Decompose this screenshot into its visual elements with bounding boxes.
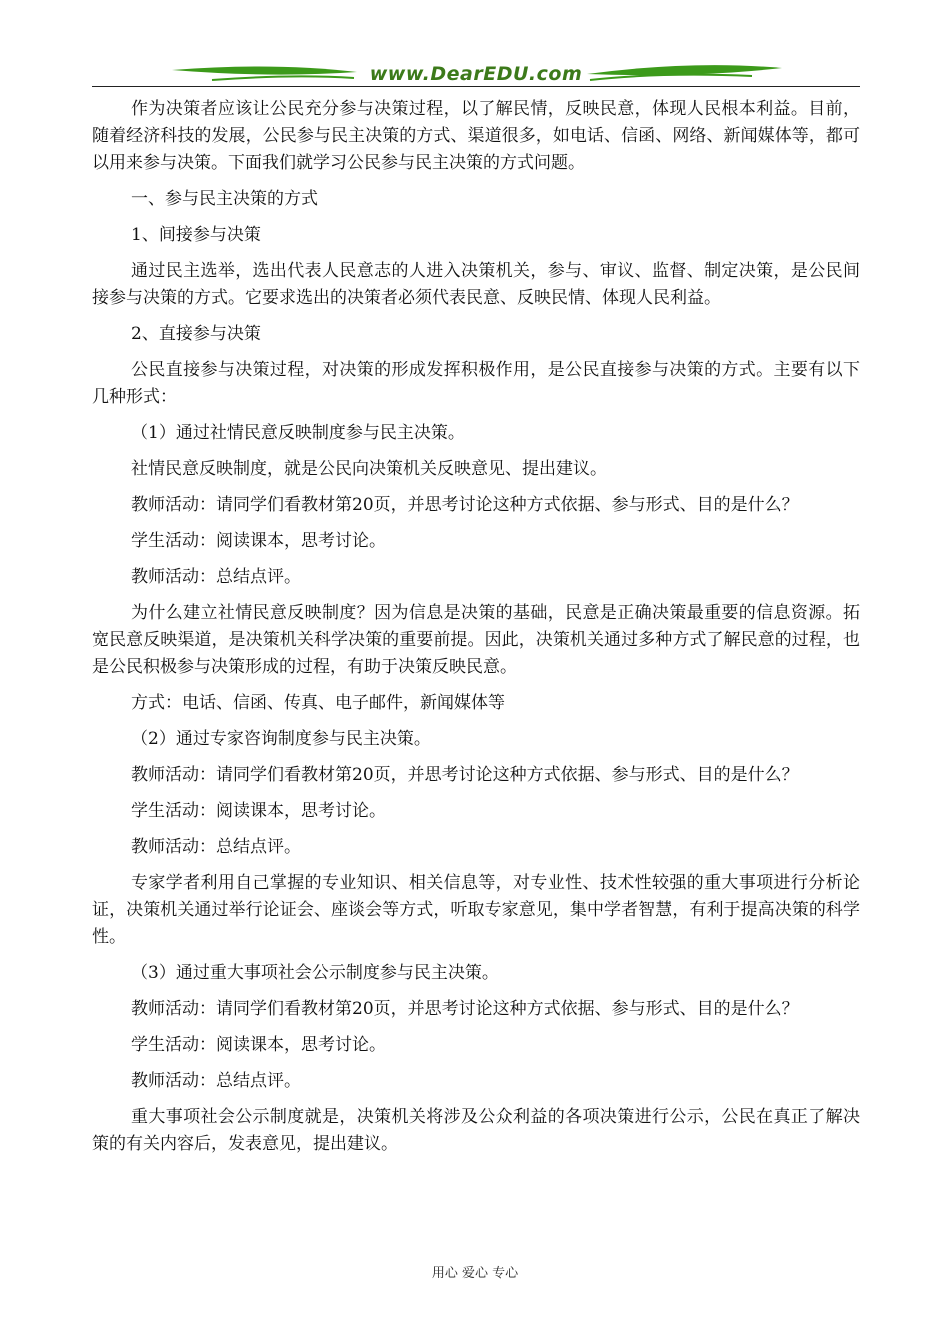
teacher-activity: 教师活动：请同学们看教材第20页，并思考讨论这种方式依据、参与形式、目的是什么？ — [131, 765, 799, 785]
document-body — [92, 96, 860, 1167]
page-footer: 用心 爱心 专心 — [431, 1266, 519, 1281]
section-heading: 一、参与民主决策的方式 — [131, 189, 318, 209]
student-activity: 学生活动：阅读课本，思考讨论。 — [131, 1035, 386, 1055]
teacher-summary: 教师活动：总结点评。 — [131, 1071, 301, 1091]
student-activity: 学生活动：阅读课本，思考讨论。 — [131, 531, 386, 551]
teacher-summary: 教师活动：总结点评。 — [131, 567, 301, 587]
subheading-indirect: 1、间接参与决策 — [131, 225, 261, 245]
header-divider — [92, 86, 860, 87]
item-heading-2: （2）通过专家咨询制度参与民主决策。 — [131, 729, 431, 749]
intro-paragraph: 作为决策者应该让公民充分参与决策过程，以了解民情，反映民意，体现人民根本利益。目前，随着经济科技的发展，公民参与民主决策的方式、渠道很多，如电话、信函、网络、新闻媒体等，都可以用来参与决策。下面我们就学习公民参与民主决策的方式问题。 — [92, 99, 860, 173]
paragraph: 专家学者利用自己掌握的专业知识、相关信息等，对专业性、技术性较强的重大事项进行分析论证，决策机关通过举行论证会、座谈会等方式，听取专家意见，集中学者智慧，有利于提高决策的科学性。 — [92, 873, 860, 947]
teacher-activity: 教师活动：请同学们看教材第20页，并思考讨论这种方式依据、参与形式、目的是什么？ — [131, 999, 799, 1019]
paragraph: 公民直接参与决策过程，对决策的形成发挥积极作用，是公民直接参与决策的方式。主要有以下几种形式： — [92, 360, 860, 407]
paragraph: 为什么建立社情民意反映制度？因为信息是决策的基础，民意是正确决策最重要的信息资源。拓宽民意反映渠道，是决策机关科学决策的重要前提。因此，决策机关通过多种方式了解民意的过程，也是公民积极参与决策形成的过程，有助于决策反映民意。 — [92, 603, 860, 677]
paragraph: 重大事项社会公示制度就是，决策机关将涉及公众利益的各项决策进行公示，公民在真正了解决策的有关内容后，发表意见，提出建议。 — [92, 1107, 860, 1154]
site-logo-text: www.DearEDU.com — [369, 63, 583, 85]
item-heading-1: （1）通过社情民意反映制度参与民主决策。 — [131, 423, 465, 443]
paragraph: 社情民意反映制度，就是公民向决策机关反映意见、提出建议。 — [131, 459, 607, 479]
teacher-activity: 教师活动：请同学们看教材第20页，并思考讨论这种方式依据、参与形式、目的是什么？ — [131, 495, 799, 515]
subheading-direct: 2、直接参与决策 — [131, 324, 261, 344]
paragraph: 方式：电话、信函、传真、电子邮件，新闻媒体等 — [131, 693, 505, 713]
student-activity: 学生活动：阅读课本，思考讨论。 — [131, 801, 386, 821]
paragraph: 通过民主选举，选出代表人民意志的人进入决策机关，参与、审议、监督、制定决策，是公民间接参与决策的方式。它要求选出的决策者必须代表民意、反映民情、体现人民利益。 — [92, 261, 860, 308]
item-heading-3: （3）通过重大事项社会公示制度参与民主决策。 — [131, 963, 499, 983]
teacher-summary: 教师活动：总结点评。 — [131, 837, 301, 857]
